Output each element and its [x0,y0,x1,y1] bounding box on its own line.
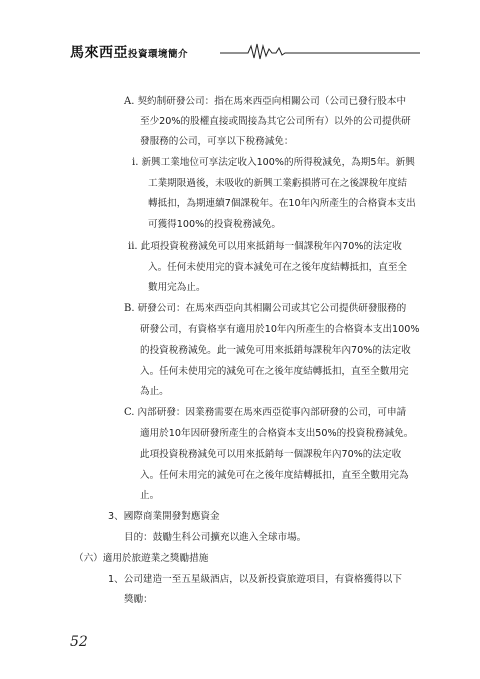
text-line: 工業期限過後，未吸收的新興工業虧損將可在之後課稅年度結 [148,178,408,189]
list-item-c [124,407,406,419]
text-line: 止。 [140,490,160,501]
text-line: 此項投資稅務減免可以用來抵銷每一個課稅年內70%的法定收 [140,449,402,460]
text-line: 轉抵扣，為期連續7個課稅年。在10年內所產生的合格資本支出 [148,198,416,209]
text-line: 為止。 [140,386,169,397]
section-heading-3: 3、國際商業開發對應資金 [108,511,220,522]
text-line: 研發公司，有資格享有適用於10年內所產生的合格資本支出100% [140,324,420,335]
text-line: 發服務的公司，可享以下稅務減免： [140,136,294,147]
text-line: 的投資稅務減免。此一減免可用來抵銷每課稅年內70%的法定收 [140,345,411,356]
header-title [70,42,188,62]
page-number: 52 [70,634,88,650]
item-marker: B. [124,303,135,314]
text-line: 至少20%的股權直接或間接為其它公司所有）以外的公司提供研 [140,116,411,127]
section-heading-6: （六）適用於旅遊業之獎勵措施 [74,553,209,564]
text-line: 入。任何未使用完的資本減免可在之後年度結轉抵扣，直至全 [148,262,408,273]
running-header [70,40,420,62]
text-line: 1、公司建造一至五星級酒店，以及新投資旅遊項目，有資格獲得以下 [108,574,402,585]
header-wave-line [220,40,420,62]
header-title-main: 馬來西亞 [70,45,128,61]
list-item-b [124,303,406,315]
item-marker: C. [124,407,135,418]
text-line: 適用於10年因研發所產生的合格資本支出50%的投資稅務減免。 [140,428,414,439]
text-line: 入。任何未使用完的減免可在之後年度結轉抵扣，直至全數用完 [140,366,409,377]
item-text: 內部研發：因業務需要在馬來西亞從事內部研發的公司，可申請 [137,407,407,418]
item-marker: A. [124,96,135,107]
item-text: 契約制研發公司：指在馬來西亞向相關公司（公司已發行股本中 [137,96,407,107]
item-text: 新興工業地位可享法定收入100%的所得稅減免，為期5年。新興 [141,157,415,168]
item-text: 此項投資稅務減免可以用來抵銷每一個課稅年內70%的法定收 [140,241,402,252]
list-item-a-i [132,157,415,169]
item-text: 研發公司：在馬來西亞向其相關公司或其它公司提供研發服務的 [137,303,407,314]
list-item-a-ii [128,241,402,253]
list-item-a [124,96,406,108]
item-marker: i. [132,157,139,168]
text-line: 可獲得100%的投資稅務減免。 [148,219,281,230]
text-line: 數用完為止。 [148,282,206,293]
text-line: 入。任何未用完的減免可在之後年度結轉抵扣，直至全數用完為 [140,470,409,481]
item-marker: ii. [128,241,138,252]
header-title-sub: 投資環境簡介 [128,49,189,60]
text-line: 目的：鼓勵生科公司擴充以進入全球市場。 [124,532,307,543]
text-line: 獎勵： [124,594,153,605]
